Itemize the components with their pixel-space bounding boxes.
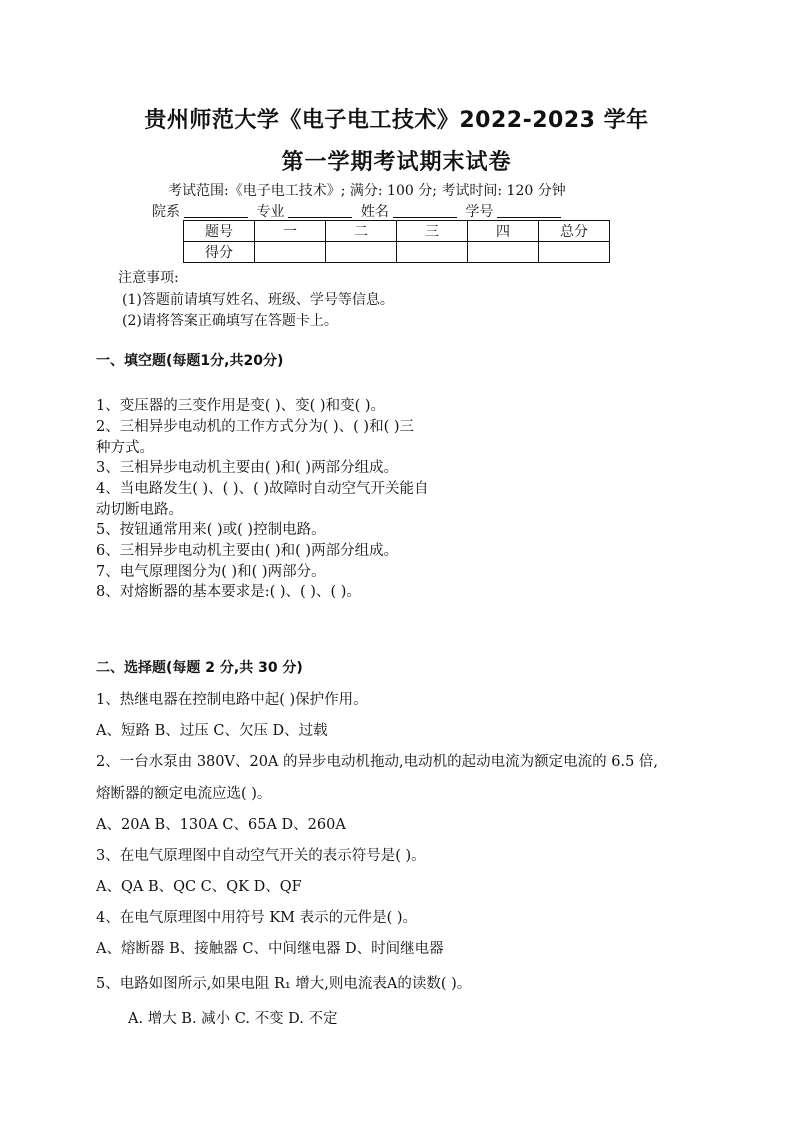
student-id-blank[interactable] — [497, 203, 561, 218]
exam-title-line2: 第一学期考试期末试卷 — [281, 150, 512, 175]
score-table-header-row — [184, 221, 610, 242]
question-line: 种方式。 — [96, 440, 154, 456]
label-major: 专业 — [256, 204, 285, 220]
score-table-cell: 总分 — [539, 221, 610, 242]
score-table — [183, 220, 610, 263]
score-table-score-row — [184, 242, 610, 263]
note-item: (2)请将答案正确填写在答题卡上。 — [122, 313, 338, 329]
score-table-cell: 三 — [397, 221, 468, 242]
question-line: 5、电路如图所示,如果电阻 R₁ 增大,则电流表A的读数( )。 — [96, 976, 472, 992]
note-item: (1)答题前请填写姓名、班级、学号等信息。 — [122, 292, 394, 308]
section-choice-heading: 二、选择题(每题 2 分,共 30 分) — [96, 660, 303, 676]
label-name: 姓名 — [360, 204, 389, 220]
score-input-cell[interactable] — [468, 242, 539, 263]
choice-options: A、短路 B、过压 C、欠压 D、过载 — [96, 723, 328, 739]
score-input-cell[interactable] — [326, 242, 397, 263]
choice-options: A、QA B、QC C、QK D、QF — [96, 879, 302, 895]
question-line: 8、对熔断器的基本要求是:( )、( )、( )。 — [96, 584, 361, 600]
question-line: 3、在电气原理图中自动空气开关的表示符号是( )。 — [96, 848, 426, 864]
score-input-cell[interactable] — [255, 242, 326, 263]
score-table-cell: 得分 — [184, 242, 255, 263]
score-input-cell[interactable] — [397, 242, 468, 263]
score-input-cell[interactable] — [539, 242, 610, 263]
exam-meta: 考试范围:《电子电工技术》; 满分: 100 分; 考试时间: 120 分钟 — [168, 183, 566, 199]
major-blank[interactable] — [288, 203, 352, 218]
question-line: 7、电气原理图分为( )和( )两部分。 — [96, 564, 326, 580]
question-line: 3、三相异步电动机主要由( )和( )两部分组成。 — [96, 460, 399, 476]
question-line: 6、三相异步电动机主要由( )和( )两部分组成。 — [96, 543, 399, 559]
label-student-id: 学号 — [465, 204, 494, 220]
score-table-cell: 一 — [255, 221, 326, 242]
choice-options: A. 增大 B. 减小 C. 不变 D. 不定 — [128, 1011, 338, 1027]
exam-title-line1: 贵州师范大学《电子电工技术》2022-2023 学年 — [144, 108, 649, 133]
score-table-cell: 题号 — [184, 221, 255, 242]
section-fill-blank-heading: 一、填空题(每题1分,共20分) — [96, 353, 284, 369]
question-line: 5、按钮通常用来( )或( )控制电路。 — [96, 522, 326, 538]
department-blank[interactable] — [184, 203, 248, 218]
notes-heading: 注意事项: — [118, 270, 179, 286]
choice-options: A、熔断器 B、接触器 C、中间继电器 D、时间继电器 — [96, 941, 444, 957]
score-table-cell: 四 — [468, 221, 539, 242]
question-line: 熔断器的额定电流应选( )。 — [96, 786, 272, 802]
question-line: 2、一台水泵由 380V、20A 的异步电动机拖动,电动机的起动电流为额定电流的 6.5 倍, — [96, 754, 659, 770]
question-line: 1、变压器的三变作用是变( )、变( )和变( )。 — [96, 398, 385, 414]
choice-options: A、20A B、130A C、65A D、260A — [96, 817, 346, 833]
student-info-row — [152, 201, 565, 221]
question-line: 4、在电气原理图中用符号 KM 表示的元件是( )。 — [96, 910, 418, 926]
name-blank[interactable] — [393, 203, 457, 218]
score-table-cell: 二 — [326, 221, 397, 242]
question-line: 1、热继电器在控制电路中起( )保护作用。 — [96, 692, 368, 708]
label-department: 院系 — [152, 204, 180, 220]
question-line: 动切断电路。 — [96, 502, 183, 518]
question-line: 4、当电路发生( )、( )、( )故障时自动空气开关能自 — [96, 481, 429, 497]
question-line: 2、三相异步电动机的工作方式分为( )、( )和( )三 — [96, 419, 414, 435]
